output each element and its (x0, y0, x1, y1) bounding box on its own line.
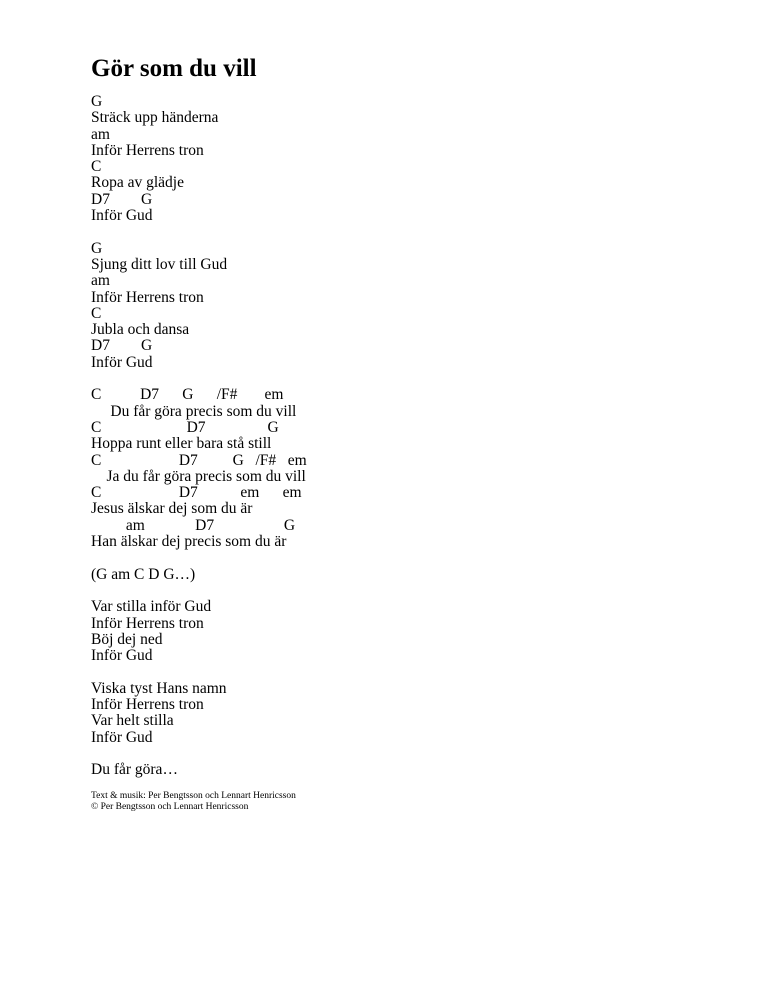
lyric-line: Du får göra… (91, 761, 178, 779)
blank-line (91, 371, 731, 387)
lyric-line: G (91, 93, 103, 110)
lyric-line: Hoppa runt eller bara stå still (91, 435, 272, 453)
lyric-line: C D7 G /F# em (91, 451, 307, 469)
lyrics-body (91, 94, 731, 778)
lyric-line: Han älskar dej precis som du är (91, 533, 287, 551)
credit-line: © Per Bengtsson och Lennart Henricsson (91, 802, 249, 813)
lyric-line: Inför Gud (91, 647, 153, 665)
lyric-line: Inför Herrens tron (91, 695, 204, 713)
blank-line (91, 746, 731, 762)
lyric-line: Sjung ditt lov till Gud (91, 255, 228, 273)
blank-line (91, 583, 731, 599)
lyric-line: D7 G (91, 190, 153, 208)
lyric-line: Inför Gud (91, 207, 153, 225)
lyric-line: Jesus älskar dej som du är (91, 500, 253, 518)
lyric-line: Inför Herrens tron (91, 614, 204, 632)
lyric-line: Ja du får göra precis som du vill (91, 467, 306, 485)
blank-line (91, 664, 731, 680)
lyric-line: C D7 G (91, 418, 279, 436)
lyric-line: Inför Herrens tron (91, 141, 204, 159)
lyric-line: (G am C D G…) (91, 565, 196, 583)
lyric-line: C (91, 304, 102, 322)
lyric-line: C D7 G /F# em (91, 386, 284, 404)
blank-line (91, 550, 731, 566)
credits (91, 791, 731, 813)
lyric-line: D7 G (91, 337, 153, 355)
lyric-line: am D7 G (91, 516, 296, 534)
lyric-line: Jubla och dansa (91, 321, 190, 339)
lyric-line: Var stilla inför Gud (91, 598, 212, 616)
lyric-line: Inför Herrens tron (91, 288, 204, 306)
lyric-line: am (91, 125, 110, 143)
lyric-line: Viska tyst Hans namn (91, 679, 227, 697)
credit-line: Text & musik: Per Bengtsson och Lennart Henricsson (91, 791, 296, 802)
lyric-line: C (91, 158, 102, 176)
song-sheet (91, 52, 731, 813)
lyric-line: G (91, 239, 103, 257)
lyric-line: Böj dej ned (91, 630, 163, 648)
lyric-line: C D7 em em (91, 484, 302, 502)
lyric-line: Ropa av glädje (91, 174, 184, 192)
song-title: Gör som du vill (91, 55, 257, 82)
lyric-line: Var helt stilla (91, 712, 174, 730)
lyric-line: am (91, 272, 110, 290)
lyric-line: Inför Gud (91, 728, 153, 746)
lyric-line: Inför Gud (91, 353, 153, 371)
blank-line (91, 224, 731, 240)
lyric-line: Du får göra precis som du vill (91, 402, 297, 420)
lyric-line: Sträck upp händerna (91, 109, 219, 127)
